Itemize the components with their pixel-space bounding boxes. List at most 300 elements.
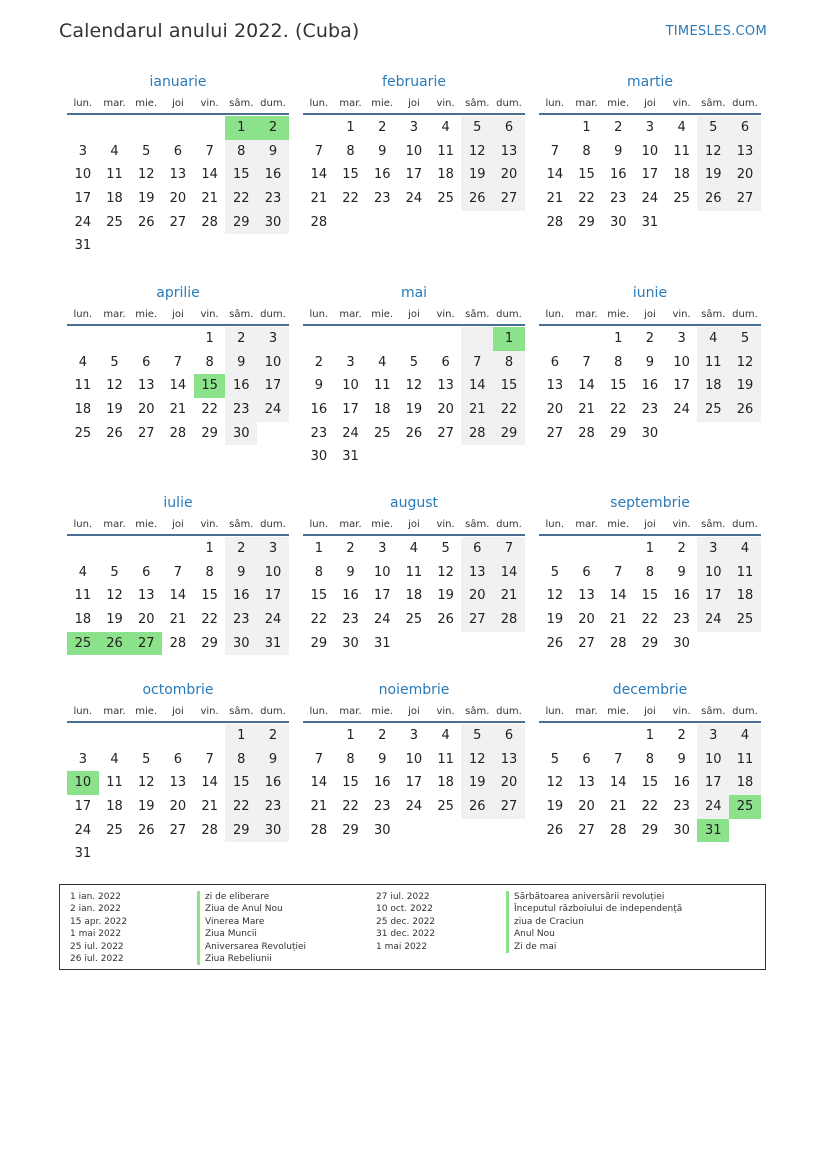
legend-date: 1 mai 2022 bbox=[70, 929, 122, 940]
day-cell: 10 bbox=[641, 143, 659, 159]
day-cell: 2 bbox=[257, 724, 289, 748]
day-cell: 3 bbox=[78, 751, 87, 767]
day-cell: 2 bbox=[225, 327, 257, 351]
day-cell: 1 bbox=[225, 724, 257, 748]
day-cell: 19 bbox=[546, 799, 564, 815]
month-block bbox=[303, 71, 525, 234]
day-cell: 30 bbox=[257, 819, 289, 843]
day-cell: 27 bbox=[437, 425, 454, 441]
day-cell: 5 bbox=[461, 724, 493, 748]
day-cell: 16 bbox=[373, 775, 391, 791]
day-cell: 5 bbox=[550, 751, 559, 767]
day-cell: 24 bbox=[697, 608, 729, 632]
day-cell: 11 bbox=[729, 748, 761, 772]
day-cell: 16 bbox=[225, 374, 257, 398]
day-cell: 24 bbox=[405, 799, 423, 815]
day-cell: 20 bbox=[729, 163, 761, 187]
day-cell: 5 bbox=[142, 143, 151, 159]
day-cell: 7 bbox=[493, 537, 525, 561]
day-cell: 10 bbox=[697, 748, 729, 772]
day-cell: 21 bbox=[493, 584, 525, 608]
day-cell: 3 bbox=[697, 724, 729, 748]
weekday-header bbox=[539, 93, 761, 115]
day-cell: 12 bbox=[437, 564, 454, 580]
weekday-label: mie. bbox=[135, 98, 158, 109]
day-cell: 27 bbox=[578, 822, 595, 838]
day-cell: 16 bbox=[342, 588, 359, 604]
day-cell: 1 bbox=[205, 541, 214, 556]
weekday-label: dum. bbox=[732, 98, 758, 109]
day-cell: 25 bbox=[729, 608, 761, 632]
day-cell: 19 bbox=[461, 771, 493, 795]
day-cell: 11 bbox=[697, 351, 729, 375]
weekday-label: sâm. bbox=[465, 309, 490, 320]
day-cell: 25 bbox=[437, 799, 454, 815]
empty-day-cell bbox=[130, 537, 162, 561]
day-cell: 26 bbox=[461, 187, 493, 211]
month-name: iunie bbox=[632, 285, 668, 301]
day-cell: 8 bbox=[645, 564, 655, 580]
day-cell: 25 bbox=[106, 822, 123, 838]
day-cell: 11 bbox=[106, 167, 123, 183]
day-cell: 10 bbox=[74, 167, 92, 183]
day-cell: 17 bbox=[673, 378, 690, 394]
weekday-label: sâm. bbox=[701, 519, 726, 530]
weekday-label: mar. bbox=[103, 309, 126, 320]
day-cell: 3 bbox=[78, 143, 87, 159]
day-cell: 30 bbox=[310, 449, 328, 465]
day-cell: 28 bbox=[310, 214, 328, 230]
weekday-label: dum. bbox=[496, 309, 522, 320]
day-cell: 21 bbox=[609, 799, 627, 815]
day-cell: 5 bbox=[110, 354, 119, 370]
weekday-label: mie. bbox=[135, 706, 158, 717]
day-cell: 26 bbox=[106, 425, 123, 441]
day-cell: 28 bbox=[609, 822, 627, 838]
day-cell: 12 bbox=[729, 351, 761, 375]
weekday-header bbox=[303, 304, 525, 326]
day-cell: 14 bbox=[201, 775, 218, 791]
day-cell: 4 bbox=[378, 354, 387, 370]
day-grid bbox=[303, 327, 525, 469]
day-cell: 21 bbox=[201, 799, 218, 815]
day-cell: 15 bbox=[225, 163, 257, 187]
day-cell: 23 bbox=[225, 398, 257, 422]
weekday-label: joi bbox=[644, 309, 656, 320]
month-block bbox=[539, 679, 761, 842]
weekday-label: mar. bbox=[575, 519, 598, 530]
day-cell: 11 bbox=[405, 564, 423, 580]
day-cell: 23 bbox=[373, 191, 391, 207]
day-cell: 21 bbox=[609, 612, 627, 628]
day-cell: 19 bbox=[729, 374, 761, 398]
day-cell: 13 bbox=[578, 775, 595, 791]
day-cell: 20 bbox=[578, 612, 595, 628]
day-cell: 20 bbox=[437, 402, 454, 418]
day-cell: 12 bbox=[106, 588, 123, 604]
day-cell: 2 bbox=[677, 541, 686, 556]
empty-day-cell bbox=[335, 327, 367, 351]
day-cell: 20 bbox=[137, 402, 155, 418]
day-cell: 7 bbox=[205, 143, 214, 159]
weekday-label: vin. bbox=[200, 98, 219, 109]
day-cell: 30 bbox=[225, 632, 257, 656]
weekday-label: mie. bbox=[607, 706, 630, 717]
weekday-label: joi bbox=[172, 519, 184, 530]
day-cell: 12 bbox=[461, 140, 493, 164]
day-cell: 16 bbox=[257, 771, 289, 795]
day-cell: 7 bbox=[614, 751, 623, 767]
day-cell: 12 bbox=[546, 588, 564, 604]
day-cell: 22 bbox=[342, 191, 359, 207]
day-cell: 4 bbox=[110, 751, 119, 767]
day-cell: 26 bbox=[137, 214, 155, 230]
weekday-label: sâm. bbox=[465, 706, 490, 717]
day-cell: 29 bbox=[225, 211, 257, 235]
day-cell: 13 bbox=[137, 588, 155, 604]
day-cell: 25 bbox=[405, 612, 423, 628]
empty-day-cell bbox=[67, 116, 99, 140]
day-cell: 30 bbox=[225, 422, 257, 446]
day-cell: 22 bbox=[225, 795, 257, 819]
day-cell: 26 bbox=[729, 398, 761, 422]
weekday-label: vin. bbox=[200, 519, 219, 530]
legend-date: 2 ian. 2022 bbox=[70, 904, 121, 915]
day-cell: 28 bbox=[461, 422, 493, 446]
day-cell: 18 bbox=[697, 374, 729, 398]
page-title: Calendarul anului 2022. (Cuba) bbox=[59, 20, 360, 42]
weekday-label: lun. bbox=[545, 309, 565, 320]
day-cell: 13 bbox=[729, 140, 761, 164]
day-cell: 9 bbox=[225, 351, 257, 375]
holiday-day-cell: 25 bbox=[729, 795, 761, 819]
day-cell: 31 bbox=[641, 214, 659, 230]
weekday-label: vin. bbox=[436, 706, 455, 717]
day-cell: 19 bbox=[437, 588, 454, 604]
day-cell: 29 bbox=[641, 822, 659, 838]
day-cell: 12 bbox=[697, 140, 729, 164]
day-cell: 11 bbox=[106, 775, 123, 791]
weekday-label: lun. bbox=[73, 706, 93, 717]
day-cell: 9 bbox=[378, 751, 387, 767]
day-cell: 2 bbox=[225, 537, 257, 561]
holiday-legend bbox=[59, 884, 766, 970]
empty-day-cell bbox=[602, 537, 634, 561]
weekday-label: sâm. bbox=[229, 706, 254, 717]
day-cell: 17 bbox=[74, 191, 92, 207]
day-cell: 1 bbox=[645, 728, 655, 743]
day-cell: 31 bbox=[74, 238, 92, 254]
day-cell: 19 bbox=[137, 799, 155, 815]
day-cell: 2 bbox=[645, 331, 655, 346]
day-cell: 13 bbox=[461, 561, 493, 585]
day-cell: 23 bbox=[673, 612, 690, 628]
day-cell: 24 bbox=[74, 822, 92, 838]
day-cell: 27 bbox=[169, 822, 187, 838]
weekday-label: lun. bbox=[309, 309, 329, 320]
day-cell: 22 bbox=[225, 187, 257, 211]
day-cell: 2 bbox=[378, 120, 387, 135]
day-cell: 3 bbox=[697, 537, 729, 561]
day-cell: 20 bbox=[493, 771, 525, 795]
weekday-label: sâm. bbox=[229, 519, 254, 530]
empty-day-cell bbox=[602, 724, 634, 748]
weekday-header bbox=[539, 514, 761, 536]
day-cell: 22 bbox=[493, 398, 525, 422]
empty-day-cell bbox=[539, 116, 571, 140]
day-cell: 16 bbox=[373, 167, 391, 183]
day-cell: 7 bbox=[550, 143, 559, 159]
day-cell: 27 bbox=[493, 795, 525, 819]
weekday-label: sâm. bbox=[465, 98, 490, 109]
weekday-label: dum. bbox=[260, 98, 286, 109]
day-cell: 14 bbox=[461, 374, 493, 398]
day-cell: 18 bbox=[106, 799, 123, 815]
day-cell: 29 bbox=[641, 635, 659, 651]
weekday-label: dum. bbox=[260, 309, 286, 320]
weekday-label: mie. bbox=[607, 98, 630, 109]
day-cell: 1 bbox=[645, 541, 655, 556]
month-block bbox=[539, 282, 761, 445]
weekday-header bbox=[539, 304, 761, 326]
day-cell: 3 bbox=[409, 728, 419, 743]
day-cell: 21 bbox=[578, 402, 595, 418]
day-cell: 19 bbox=[405, 402, 423, 418]
day-cell: 22 bbox=[641, 612, 659, 628]
day-cell: 16 bbox=[673, 588, 690, 604]
day-cell: 19 bbox=[546, 612, 564, 628]
day-cell: 17 bbox=[342, 402, 359, 418]
day-cell: 28 bbox=[201, 214, 218, 230]
weekday-label: dum. bbox=[260, 706, 286, 717]
day-cell: 26 bbox=[437, 612, 454, 628]
holiday-day-cell: 10 bbox=[67, 771, 99, 795]
day-cell: 6 bbox=[461, 537, 493, 561]
day-cell: 4 bbox=[409, 541, 419, 556]
legend-date: 25 dec. 2022 bbox=[376, 916, 436, 927]
day-cell: 17 bbox=[697, 771, 729, 795]
weekday-label: mie. bbox=[135, 309, 158, 320]
weekday-label: vin. bbox=[436, 519, 455, 530]
day-cell: 29 bbox=[493, 422, 525, 446]
day-cell: 28 bbox=[169, 635, 187, 651]
day-cell: 7 bbox=[582, 354, 591, 370]
day-cell: 24 bbox=[257, 398, 289, 422]
day-cell: 16 bbox=[225, 584, 257, 608]
weekday-label: sâm. bbox=[465, 519, 490, 530]
weekday-label: lun. bbox=[545, 519, 565, 530]
day-cell: 5 bbox=[409, 354, 419, 370]
day-cell: 30 bbox=[641, 425, 659, 441]
day-cell: 21 bbox=[310, 799, 328, 815]
day-cell: 15 bbox=[641, 775, 659, 791]
day-cell: 4 bbox=[441, 728, 450, 743]
day-cell: 6 bbox=[441, 354, 450, 370]
day-cell: 5 bbox=[729, 327, 761, 351]
empty-day-cell bbox=[194, 724, 226, 748]
weekday-label: lun. bbox=[309, 98, 329, 109]
day-cell: 23 bbox=[609, 191, 627, 207]
day-cell: 14 bbox=[493, 561, 525, 585]
day-cell: 1 bbox=[205, 331, 214, 346]
day-grid bbox=[303, 724, 525, 842]
month-name: noiembrie bbox=[378, 682, 450, 698]
day-cell: 12 bbox=[137, 775, 155, 791]
empty-day-cell bbox=[162, 724, 194, 748]
day-cell: 9 bbox=[346, 564, 355, 580]
day-cell: 23 bbox=[257, 187, 289, 211]
day-cell: 14 bbox=[609, 775, 627, 791]
weekday-label: joi bbox=[644, 706, 656, 717]
day-cell: 9 bbox=[257, 748, 289, 772]
empty-day-cell bbox=[67, 537, 99, 561]
day-cell: 10 bbox=[257, 561, 289, 585]
weekday-header bbox=[303, 701, 525, 723]
day-cell: 28 bbox=[169, 425, 187, 441]
day-cell: 8 bbox=[225, 748, 257, 772]
day-cell: 13 bbox=[169, 167, 187, 183]
weekday-header bbox=[67, 304, 289, 326]
day-cell: 3 bbox=[346, 354, 355, 370]
day-cell: 18 bbox=[106, 191, 123, 207]
day-cell: 18 bbox=[673, 167, 690, 183]
legend-date: 15 apr. 2022 bbox=[70, 916, 128, 927]
day-cell: 9 bbox=[645, 354, 655, 370]
day-cell: 20 bbox=[546, 402, 564, 418]
day-cell: 20 bbox=[169, 799, 187, 815]
day-cell: 25 bbox=[373, 425, 391, 441]
day-cell: 8 bbox=[346, 143, 355, 159]
month-name: decembrie bbox=[612, 682, 688, 698]
day-cell: 16 bbox=[310, 402, 328, 418]
holiday-day-cell: 1 bbox=[493, 327, 525, 351]
empty-day-cell bbox=[99, 116, 131, 140]
day-grid bbox=[67, 724, 289, 866]
empty-day-cell bbox=[130, 116, 162, 140]
day-cell: 6 bbox=[142, 564, 151, 580]
weekday-label: dum. bbox=[496, 519, 522, 530]
day-cell: 22 bbox=[578, 191, 595, 207]
day-cell: 15 bbox=[493, 374, 525, 398]
weekday-label: dum. bbox=[260, 519, 286, 530]
day-cell: 15 bbox=[310, 588, 328, 604]
day-cell: 10 bbox=[373, 564, 391, 580]
weekday-label: sâm. bbox=[701, 309, 726, 320]
day-cell: 5 bbox=[110, 564, 119, 580]
day-cell: 8 bbox=[645, 751, 655, 767]
month-block bbox=[539, 492, 761, 655]
day-cell: 24 bbox=[697, 795, 729, 819]
day-cell: 16 bbox=[641, 378, 659, 394]
legend-holiday-name: ziua de Craciun bbox=[506, 916, 682, 928]
day-cell: 18 bbox=[437, 167, 454, 183]
legend-holiday-name: Ziua Muncii bbox=[197, 928, 306, 940]
day-cell: 8 bbox=[205, 564, 214, 580]
day-cell: 12 bbox=[405, 378, 423, 394]
day-cell: 13 bbox=[546, 378, 564, 394]
day-cell: 22 bbox=[310, 612, 328, 628]
day-cell: 24 bbox=[641, 191, 659, 207]
empty-day-cell bbox=[67, 724, 99, 748]
day-cell: 4 bbox=[441, 120, 450, 135]
legend-dates-right bbox=[376, 891, 435, 953]
weekday-label: mar. bbox=[339, 706, 362, 717]
empty-day-cell bbox=[461, 327, 493, 351]
day-cell: 2 bbox=[614, 120, 623, 135]
weekday-label: sâm. bbox=[701, 706, 726, 717]
legend-date: 1 ian. 2022 bbox=[70, 892, 121, 902]
day-cell: 10 bbox=[405, 751, 423, 767]
month-name: ianuarie bbox=[149, 74, 207, 90]
weekday-label: dum. bbox=[496, 98, 522, 109]
weekday-header bbox=[539, 701, 761, 723]
day-cell: 11 bbox=[74, 378, 92, 394]
legend-holiday-name: Zi de mai bbox=[506, 941, 682, 953]
day-cell: 19 bbox=[137, 191, 155, 207]
site-link[interactable]: TIMESLES.COM bbox=[665, 24, 767, 39]
weekday-label: lun. bbox=[545, 98, 565, 109]
empty-day-cell bbox=[398, 327, 430, 351]
day-cell: 6 bbox=[550, 354, 559, 370]
holiday-day-cell: 1 bbox=[225, 116, 257, 140]
day-cell: 31 bbox=[342, 449, 359, 465]
legend-date: 25 iul. 2022 bbox=[70, 941, 124, 952]
day-cell: 4 bbox=[110, 143, 119, 159]
day-cell: 9 bbox=[378, 143, 387, 159]
weekday-label: mar. bbox=[339, 98, 362, 109]
weekday-label: sâm. bbox=[229, 309, 254, 320]
weekday-label: mar. bbox=[575, 706, 598, 717]
day-cell: 4 bbox=[78, 564, 87, 580]
weekday-label: mar. bbox=[575, 309, 598, 320]
day-cell: 18 bbox=[729, 771, 761, 795]
day-cell: 6 bbox=[142, 354, 151, 370]
empty-day-cell bbox=[130, 327, 162, 351]
day-cell: 17 bbox=[405, 167, 423, 183]
day-cell: 6 bbox=[493, 724, 525, 748]
weekday-label: vin. bbox=[672, 309, 691, 320]
weekday-label: dum. bbox=[732, 706, 758, 717]
day-cell: 8 bbox=[614, 354, 623, 370]
day-cell: 23 bbox=[225, 608, 257, 632]
day-cell: 8 bbox=[225, 140, 257, 164]
day-cell: 8 bbox=[205, 354, 214, 370]
day-cell: 9 bbox=[225, 561, 257, 585]
weekday-label: joi bbox=[408, 98, 420, 109]
weekday-label: mar. bbox=[103, 519, 126, 530]
weekday-label: dum. bbox=[732, 309, 758, 320]
day-cell: 1 bbox=[346, 728, 355, 743]
month-name: iulie bbox=[163, 495, 193, 511]
month-block bbox=[303, 282, 525, 469]
weekday-label: lun. bbox=[545, 706, 565, 717]
day-cell: 8 bbox=[314, 564, 323, 580]
day-cell: 10 bbox=[257, 351, 289, 375]
weekday-label: mie. bbox=[371, 519, 394, 530]
day-cell: 18 bbox=[74, 402, 92, 418]
month-name: august bbox=[390, 495, 438, 511]
legend-date: 10 oct. 2022 bbox=[376, 904, 433, 915]
weekday-label: joi bbox=[644, 98, 656, 109]
weekday-label: mar. bbox=[103, 706, 126, 717]
day-cell: 24 bbox=[257, 608, 289, 632]
day-cell: 4 bbox=[729, 724, 761, 748]
day-cell: 29 bbox=[310, 635, 328, 651]
day-cell: 28 bbox=[546, 214, 564, 230]
legend-date: 31 dec. 2022 bbox=[376, 929, 436, 940]
day-cell: 10 bbox=[342, 378, 359, 394]
day-cell: 19 bbox=[461, 163, 493, 187]
